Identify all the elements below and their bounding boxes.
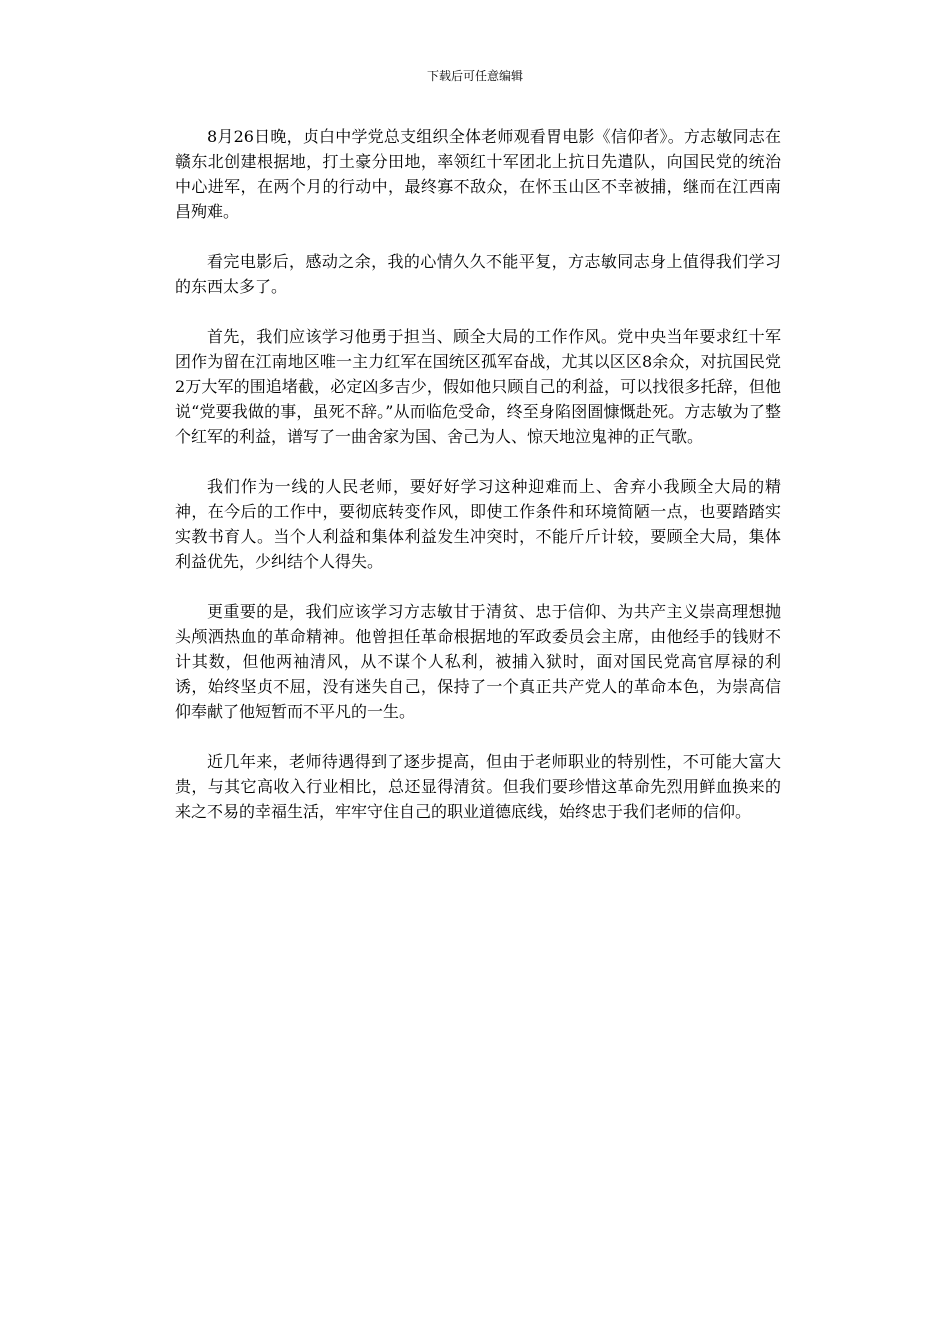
paragraph-6: 近几年来，老师待遇得到了逐步提高，但由于老师职业的特别性，不可能大富大贵，与其它高收入行业相比，总还显得清贫。但我们要珍惜这革命先烈用鲜血换来的来之不易的幸福生活，牢牢守住自己的职业道德底线，始终忠于我们老师的信仰。: [175, 752, 781, 821]
page-header: 下载后可任意编辑: [426, 69, 523, 83]
paragraph-1: 8月26日晚，贞白中学党总支组织全体老师观看胃电影《信仰者》。方志敏同志在赣东北创建根据地，打土豪分田地，率领红十军团北上抗日先遣队，向国民党的统治中心进军，在两个月的行动中，最终寡不敌众，在怀玉山区不幸被捕，继而在江西南昌殉难。: [175, 127, 781, 221]
paragraph-4: 我们作为一线的人民老师，要好好学习这种迎难而上、舍弃小我顾全大局的精神，在今后的工作中，要彻底转变作风，即使工作条件和环境简陋一点，也要踏踏实实教书育人。当个人利益和集体利益发生冲突时，不能斤斤计较，要顾全大局，集体利益优先，少纠结个人得失。: [175, 477, 781, 571]
document-body: [175, 124, 781, 849]
paragraph-5: 更重要的是，我们应该学习方志敏甘于清贫、忠于信仰、为共产主义崇高理想抛头颅洒热血的革命精神。他曾担任革命根据地的军政委员会主席，由他经手的钱财不计其数，但他两袖清风，从不谋个人私利，被捕入狱时，面对国民党高官厚禄的利诱，始终坚贞不屈，没有迷失自己，保持了一个真正共产党人的革命本色，为崇高信仰奉献了他短暂而不平凡的一生。: [175, 602, 781, 721]
paragraph-3: 首先，我们应该学习他勇于担当、顾全大局的工作作风。党中央当年要求红十军团作为留在江南地区唯一主力红军在国统区孤军奋战，尤其以区区8余众，对抗国民党2万大军的围追堵截，必定凶多吉少，假如他只顾自己的利益，可以找很多托辞，但他说“党要我做的事，虽死不辞。”从而临危受命，终至身陷囹圄慷慨赴死。方志敏为了整个红军的利益，谱写了一曲舍家为国、舍己为人、惊天地泣鬼神的正气歌。: [175, 327, 781, 446]
paragraph-2: 看完电影后，感动之余，我的心情久久不能平复，方志敏同志身上值得我们学习的东西太多了。: [175, 252, 781, 296]
